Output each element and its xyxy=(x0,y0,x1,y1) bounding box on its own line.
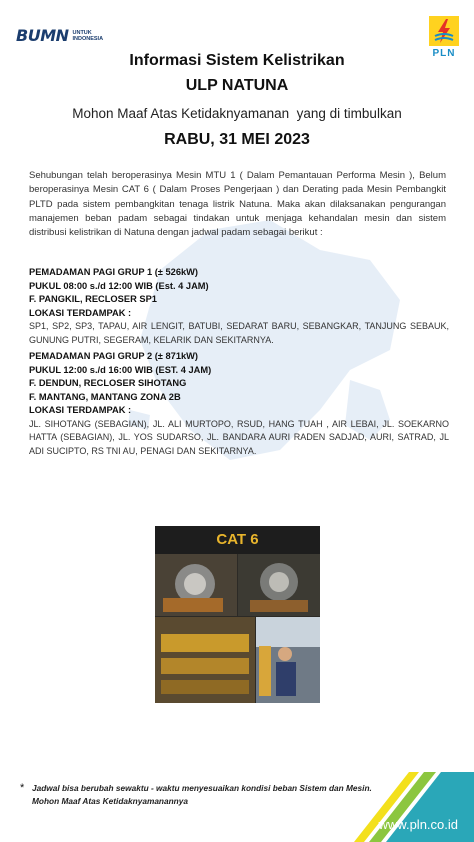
group-feeder: F. MANTANG, MANTANG ZONA 2B xyxy=(29,391,181,402)
group-feeder: F. PANGKIL, RECLOSER SP1 xyxy=(29,294,157,305)
bumn-logo-mark: BUMN xyxy=(16,26,69,45)
outage-date: RABU, 31 MEI 2023 xyxy=(164,131,310,148)
intro-paragraph: Sehubungan telah beroperasinya Mesin MTU 1 ( Dalam Pemantauan Performa Mesin ), Belum beroperasinya Mesin CAT 6 ( Dalam Proses Pengerjaan ) dan Derating pada Mesin Pembangkit PLTD pada sistem pembangkitan tenaga listrik Natuna. Maka akan dilaksanakan pengurangan manajemen beban padam sebagai tindakan untuk menjaga kehandalan mesin dan sistem distribusi kelistrikan di Natuna dengan jadwal padam sebagai berikut : xyxy=(29,170,446,239)
group-locations: JL. SIHOTANG (SEBAGIAN), JL. ALI MURTOPO, RSUD, HANG TUAH , AIR LEBAI, JL. SOEKARNO HATTA (SEBAGIAN), JL. YOS SUDARSO, JL. BANDARA AURI RADEN SADJAD, AURI, SATRAD, JL ADI SUCIPTO, RS TNI AU, PENAGI DAN SEKITARNYA. xyxy=(29,418,449,456)
outage-group-1 xyxy=(29,266,449,347)
page-subtitle: ULP NATUNA xyxy=(185,77,289,94)
group-title: PEMADAMAN PAGI GRUP 1 (± 526kW) xyxy=(29,267,199,277)
group-location-label: LOKASI TERDAMPAK : xyxy=(29,405,132,416)
page-title: Informasi Sistem Kelistrikan xyxy=(129,52,345,69)
cat6-engine-photo xyxy=(155,526,320,703)
bumn-logo-subtitle: UNTUK INDONESIA xyxy=(72,29,104,42)
bumn-logo xyxy=(16,26,103,45)
footnote-star: * xyxy=(20,782,25,794)
footnote-line-2: Mohon Maaf Atas Ketidaknyamanannya xyxy=(32,796,188,806)
pln-logo-text: PLN xyxy=(432,48,456,59)
group-feeder: F. DENDUN, RECLOSER SIHOTANG xyxy=(29,378,187,389)
group-title: PEMADAMAN PAGI GRUP 2 (± 871kW) xyxy=(29,351,199,361)
engine-photo-collage xyxy=(155,554,320,703)
pln-lightning-icon xyxy=(429,16,459,46)
group-location-label: LOKASI TERDAMPAK : xyxy=(29,307,132,318)
apology-text: Mohon Maaf Atas Ketidaknyamanan yang di timbulkan xyxy=(72,106,402,121)
outage-group-2 xyxy=(29,350,449,458)
group-time: PUKUL 08:00 s./d 12:00 WIB (Est. 4 JAM) xyxy=(29,280,209,291)
group-locations: SP1, SP2, SP3, TAPAU, AIR LENGIT, BATUBI, SEDARAT BARU, SEBANGKAR, TANJUNG SEBAUK, GUNUNG PUTRI, SEGERAM, KELARIK DAN SEKITARNYA. xyxy=(29,321,449,345)
footnote-line-1: Jadwal bisa berubah sewaktu - waktu menyesuaikan kondisi beban Sistem dan Mesin. xyxy=(32,783,372,793)
cat6-photo-label: CAT 6 xyxy=(155,526,320,554)
website-link[interactable]: www.pln.co.id xyxy=(378,817,458,832)
group-time: PUKUL 12:00 s./d 16:00 WIB (EST. 4 JAM) xyxy=(29,364,212,375)
